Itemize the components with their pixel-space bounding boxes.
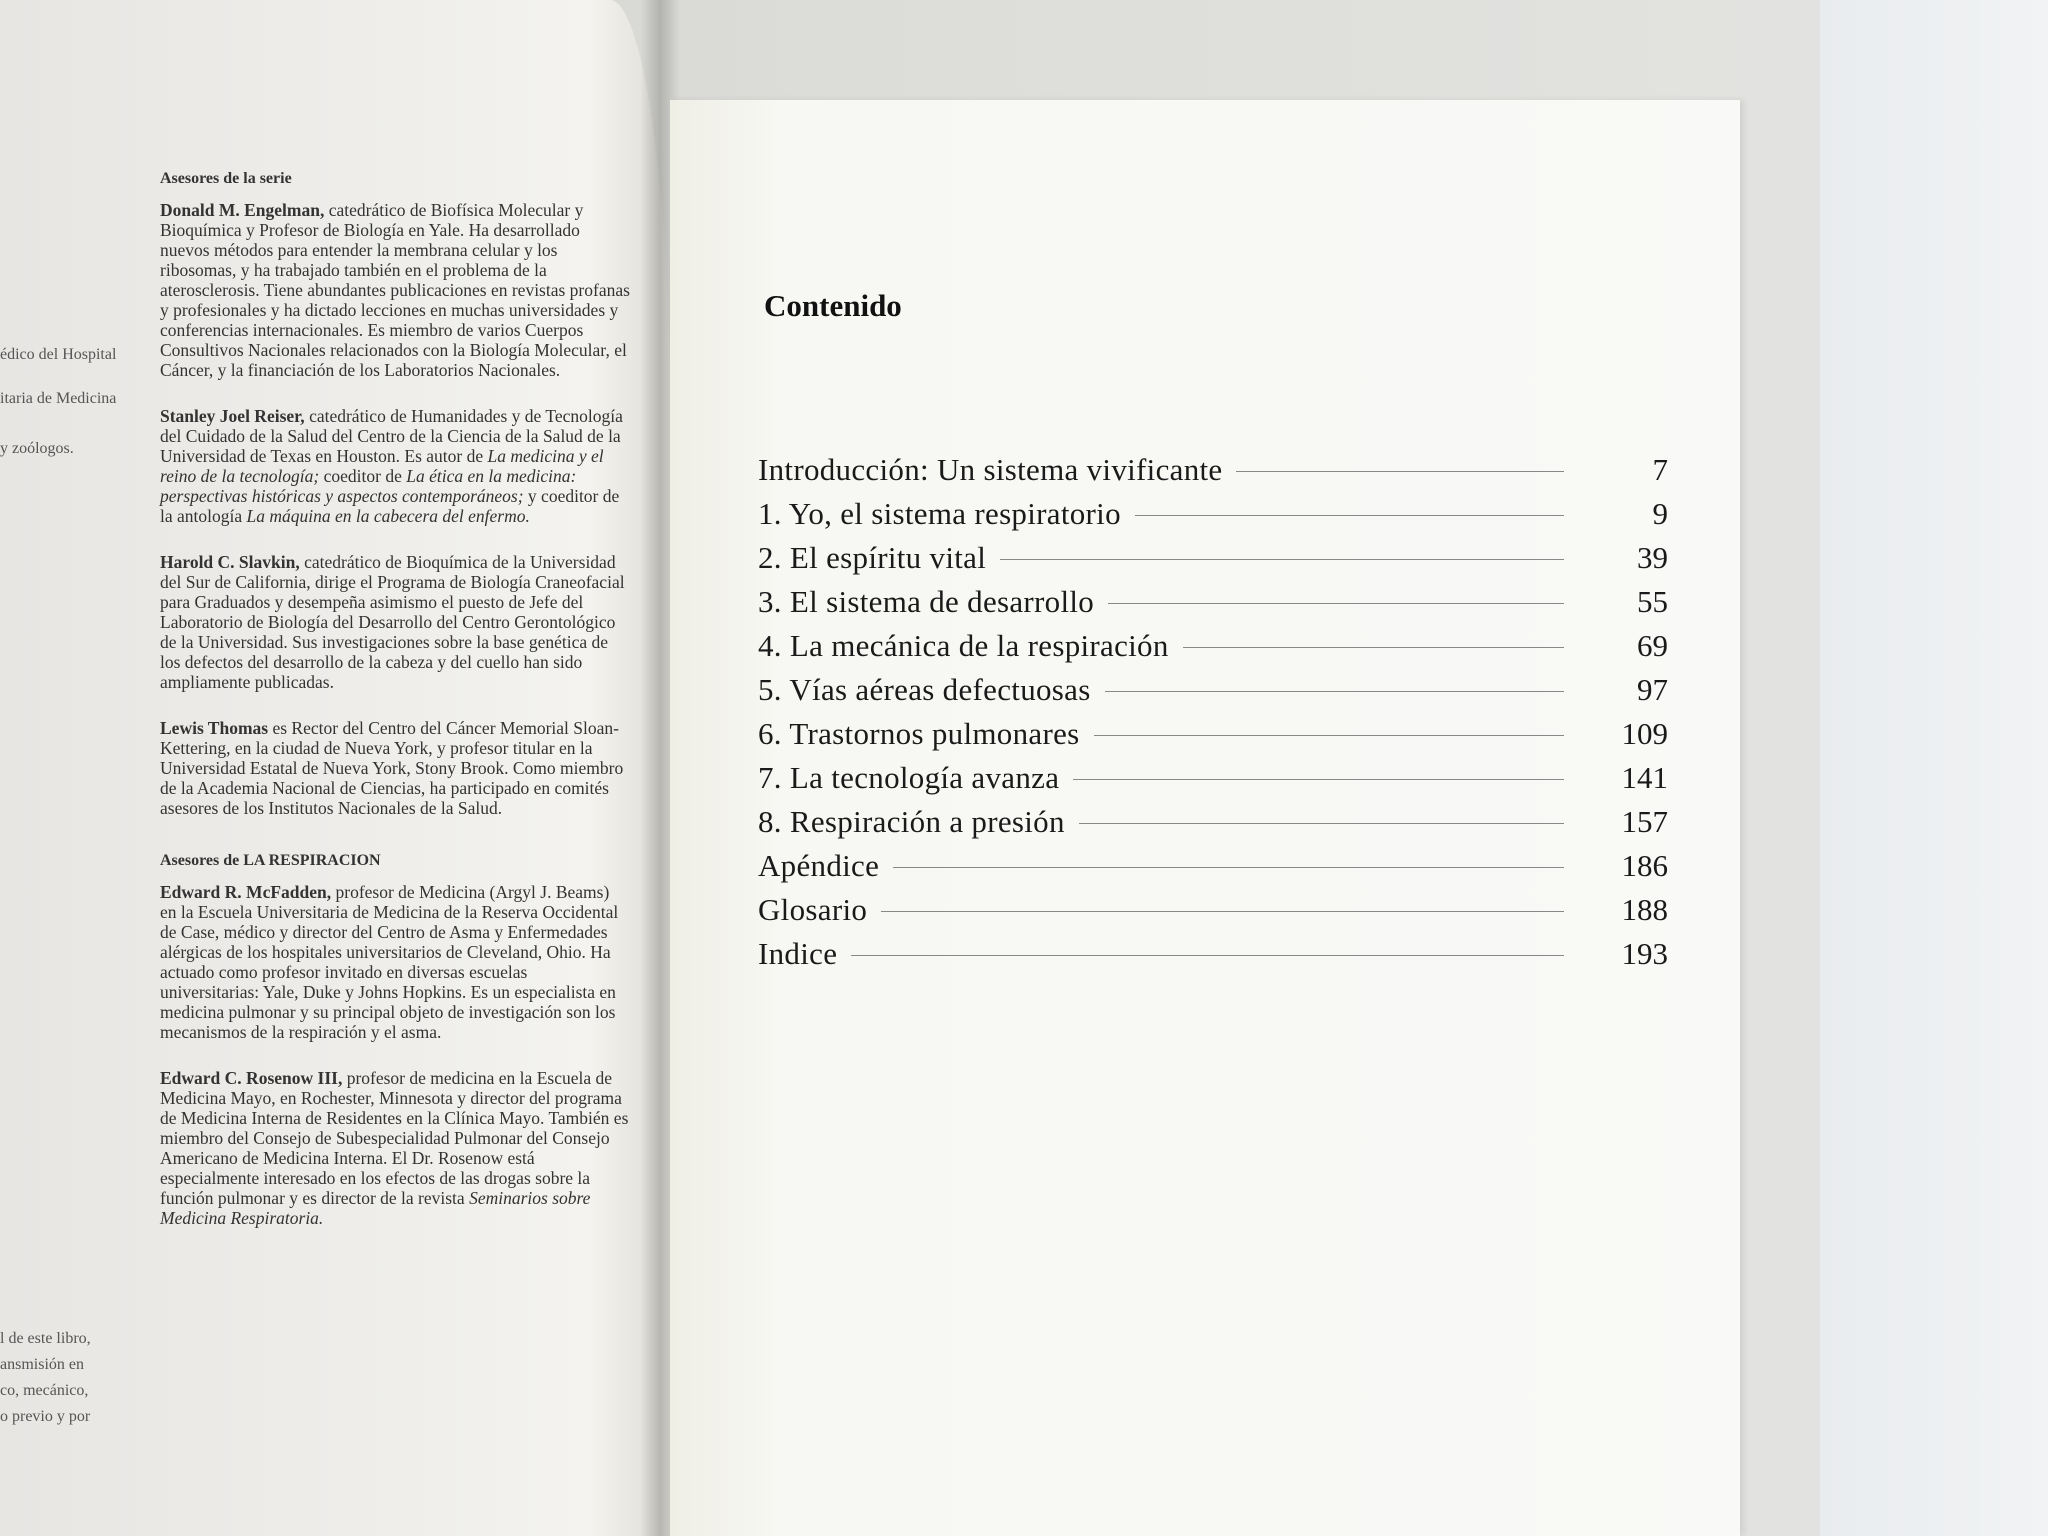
advisor-text: y coeditor de la antología <box>160 486 620 526</box>
advisor-bio <box>160 200 630 380</box>
advisor-text: catedrático de Bioquímica de la Universidad del Sur de California, dirige el Programa de Biología Craneofacial para Graduados y desempeña asimismo el puesto de Jefe del Laboratorio de Biología del Desarrollo del Centro Gerontológico de la Universidad. Sus investigaciones sobre la base genética de los defectos del desarrollo de la cabeza y del cuello han sido ampliamente publicadas. <box>160 552 625 692</box>
toc-entry-page: 157 <box>1621 804 1668 839</box>
advisor-name: Edward R. McFadden, <box>160 882 332 902</box>
toc-entry-label: 5. Vías aéreas defectuosas <box>758 672 1091 707</box>
toc-entry <box>758 804 1668 848</box>
book-title: La ética en la medicina: perspectivas históricas y aspectos contemporáneos; <box>160 466 577 506</box>
toc-leader <box>1079 823 1564 824</box>
toc-entry <box>758 760 1668 804</box>
toc-entry-label: Introducción: Un sistema vivificante <box>758 452 1223 487</box>
toc-entry <box>758 496 1668 540</box>
toc-leader <box>1236 471 1564 472</box>
toc-entry-page: 55 <box>1637 584 1668 619</box>
advisor-bio <box>160 718 630 818</box>
toc-entry <box>758 892 1668 936</box>
toc-entry-page: 69 <box>1637 628 1668 663</box>
advisor-bio <box>160 406 630 526</box>
toc-entry-label: 8. Respiración a presión <box>758 804 1065 839</box>
advisor-text: catedrático de Biofísica Molecular y Bioquímica y Profesor de Biología en Yale. Ha desarrollado nuevos métodos para entender la membrana celular y los ribosomas, y ha trabajado también en el problema de la aterosclerosis. Tiene abundantes publicaciones en revistas profanas y profesionales y ha dictado lecciones en muchas universidades y conferencias internacionales. Es miembro de varios Cuerpos Consultivos Nacionales relacionados con la Biología Molecular, el Cáncer, y la financiación de los Laboratorios Nacionales. <box>160 200 630 380</box>
toc-entry <box>758 848 1668 892</box>
cut-off-line: y zoólogos. <box>0 440 74 457</box>
journal-title: Seminarios sobre Medicina Respiratoria. <box>160 1188 591 1228</box>
toc-entry-label: 3. El sistema de desarrollo <box>758 584 1095 619</box>
advisor-text: catedrático de Humanidades y de Tecnología del Cuidado de la Salud del Centro de la Ciencia de la Salud de la Universidad de Texas en Houston. Es autor de <box>160 406 623 466</box>
book-title: La máquina en la cabecera del enfermo. <box>246 506 530 526</box>
toc-entry-label: 4. La mecánica de la respiración <box>758 628 1169 663</box>
advisor-name: Stanley Joel Reiser, <box>160 406 305 426</box>
background-board <box>1820 0 2048 1536</box>
toc-entry-label: 6. Trastornos pulmonares <box>758 716 1080 751</box>
toc-leader <box>1108 603 1564 604</box>
toc-entry-label: 2. El espíritu vital <box>758 540 987 575</box>
toc-entry <box>758 540 1668 584</box>
toc-entry <box>758 716 1668 760</box>
toc-entry-page: 141 <box>1621 760 1668 795</box>
toc-entry-page: 188 <box>1621 892 1668 927</box>
toc-entry <box>758 628 1668 672</box>
toc-leader <box>1105 691 1564 692</box>
table-of-contents <box>758 452 1668 980</box>
toc-entry-page: 7 <box>1652 452 1668 487</box>
toc-leader <box>881 911 1564 912</box>
book-advisors-heading: Asesores de LA RESPIRACION <box>160 852 381 869</box>
toc-entry-page: 109 <box>1621 716 1668 751</box>
cut-off-line: l de este libro, <box>0 1330 91 1347</box>
advisor-bio <box>160 1068 630 1228</box>
toc-entry-page: 9 <box>1652 496 1668 531</box>
toc-leader <box>1094 735 1564 736</box>
toc-entry-page: 39 <box>1637 540 1668 575</box>
book-title: La medicina y el reino de la tecnología; <box>160 446 604 486</box>
advisor-name: Donald M. Engelman, <box>160 200 325 220</box>
toc-entry-label: Apéndice <box>758 848 880 883</box>
toc-entry-page: 186 <box>1621 848 1668 883</box>
cut-off-line: co, mecánico, <box>0 1382 89 1399</box>
toc-entry-label: Glosario <box>758 892 868 927</box>
advisor-bio <box>160 552 630 692</box>
toc-leader <box>1000 559 1564 560</box>
toc-entry <box>758 672 1668 716</box>
advisor-text: es Rector del Centro del Cáncer Memorial Sloan-Kettering, en la ciudad de Nueva York, y profesor titular en la Universidad Estatal de Nueva York, Stony Brook. Como miembro de la Academia Nacional de Ciencias, ha participado en comités asesores de los Institutos Nacionales de la Salud. <box>160 718 624 818</box>
advisor-name: Harold C. Slavkin, <box>160 552 300 572</box>
advisor-name: Edward C. Rosenow III, <box>160 1068 343 1088</box>
toc-leader <box>1073 779 1564 780</box>
advisors-column <box>160 170 660 1254</box>
toc-leader <box>851 955 1564 956</box>
toc-title: Contenido <box>764 288 902 323</box>
toc-leader <box>1183 647 1564 648</box>
cut-off-line: ansmisión en <box>0 1356 84 1373</box>
advisor-text: profesor de medicina en la Escuela de Medicina Mayo, en Rochester, Minnesota y director del programa de Medicina Interna de Residentes en la Clínica Mayo. También es miembro del Consejo de Subespecialidad Pulmonar del Consejo Americano de Medicina Interna. El Dr. Rosenow está especialmente interesado en los efectos de las drogas sobre la función pulmonar y es director de la revista <box>160 1068 629 1208</box>
toc-entry-page: 193 <box>1621 936 1668 971</box>
toc-entry-page: 97 <box>1637 672 1668 707</box>
series-advisors-heading: Asesores de la serie <box>160 170 292 187</box>
toc-entry <box>758 584 1668 628</box>
advisor-name: Lewis Thomas <box>160 718 269 738</box>
toc-leader <box>1135 515 1564 516</box>
toc-entry-label: Indice <box>758 936 838 971</box>
cut-off-line: itaria de Medicina <box>0 390 117 407</box>
cut-off-line: édico del Hospital <box>0 346 117 363</box>
advisor-text: profesor de Medicina (Argyl J. Beams) en la Escuela Universitaria de Medicina de la Reserva Occidental de Case, médico y director del Centro de Asma y Enfermedades alérgicas de los hospitales universitarios de Cleveland, Ohio. Ha actuado como profesor invitado en diversas escuelas universitarias: Yale, Duke y Johns Hopkins. Es un especialista en medicina pulmonar y su principal objeto de investigación son los mecanismos de la respiración y el asma. <box>160 882 619 1042</box>
advisor-bio <box>160 882 630 1042</box>
advisor-text: coeditor de <box>323 466 402 486</box>
toc-entry <box>758 936 1668 980</box>
toc-entry <box>758 452 1668 496</box>
toc-entry-label: 7. La tecnología avanza <box>758 760 1060 795</box>
toc-entry-label: 1. Yo, el sistema respiratorio <box>758 496 1121 531</box>
left-page <box>0 0 670 1536</box>
toc-leader <box>893 867 1564 868</box>
cut-off-line: o previo y por <box>0 1408 91 1425</box>
